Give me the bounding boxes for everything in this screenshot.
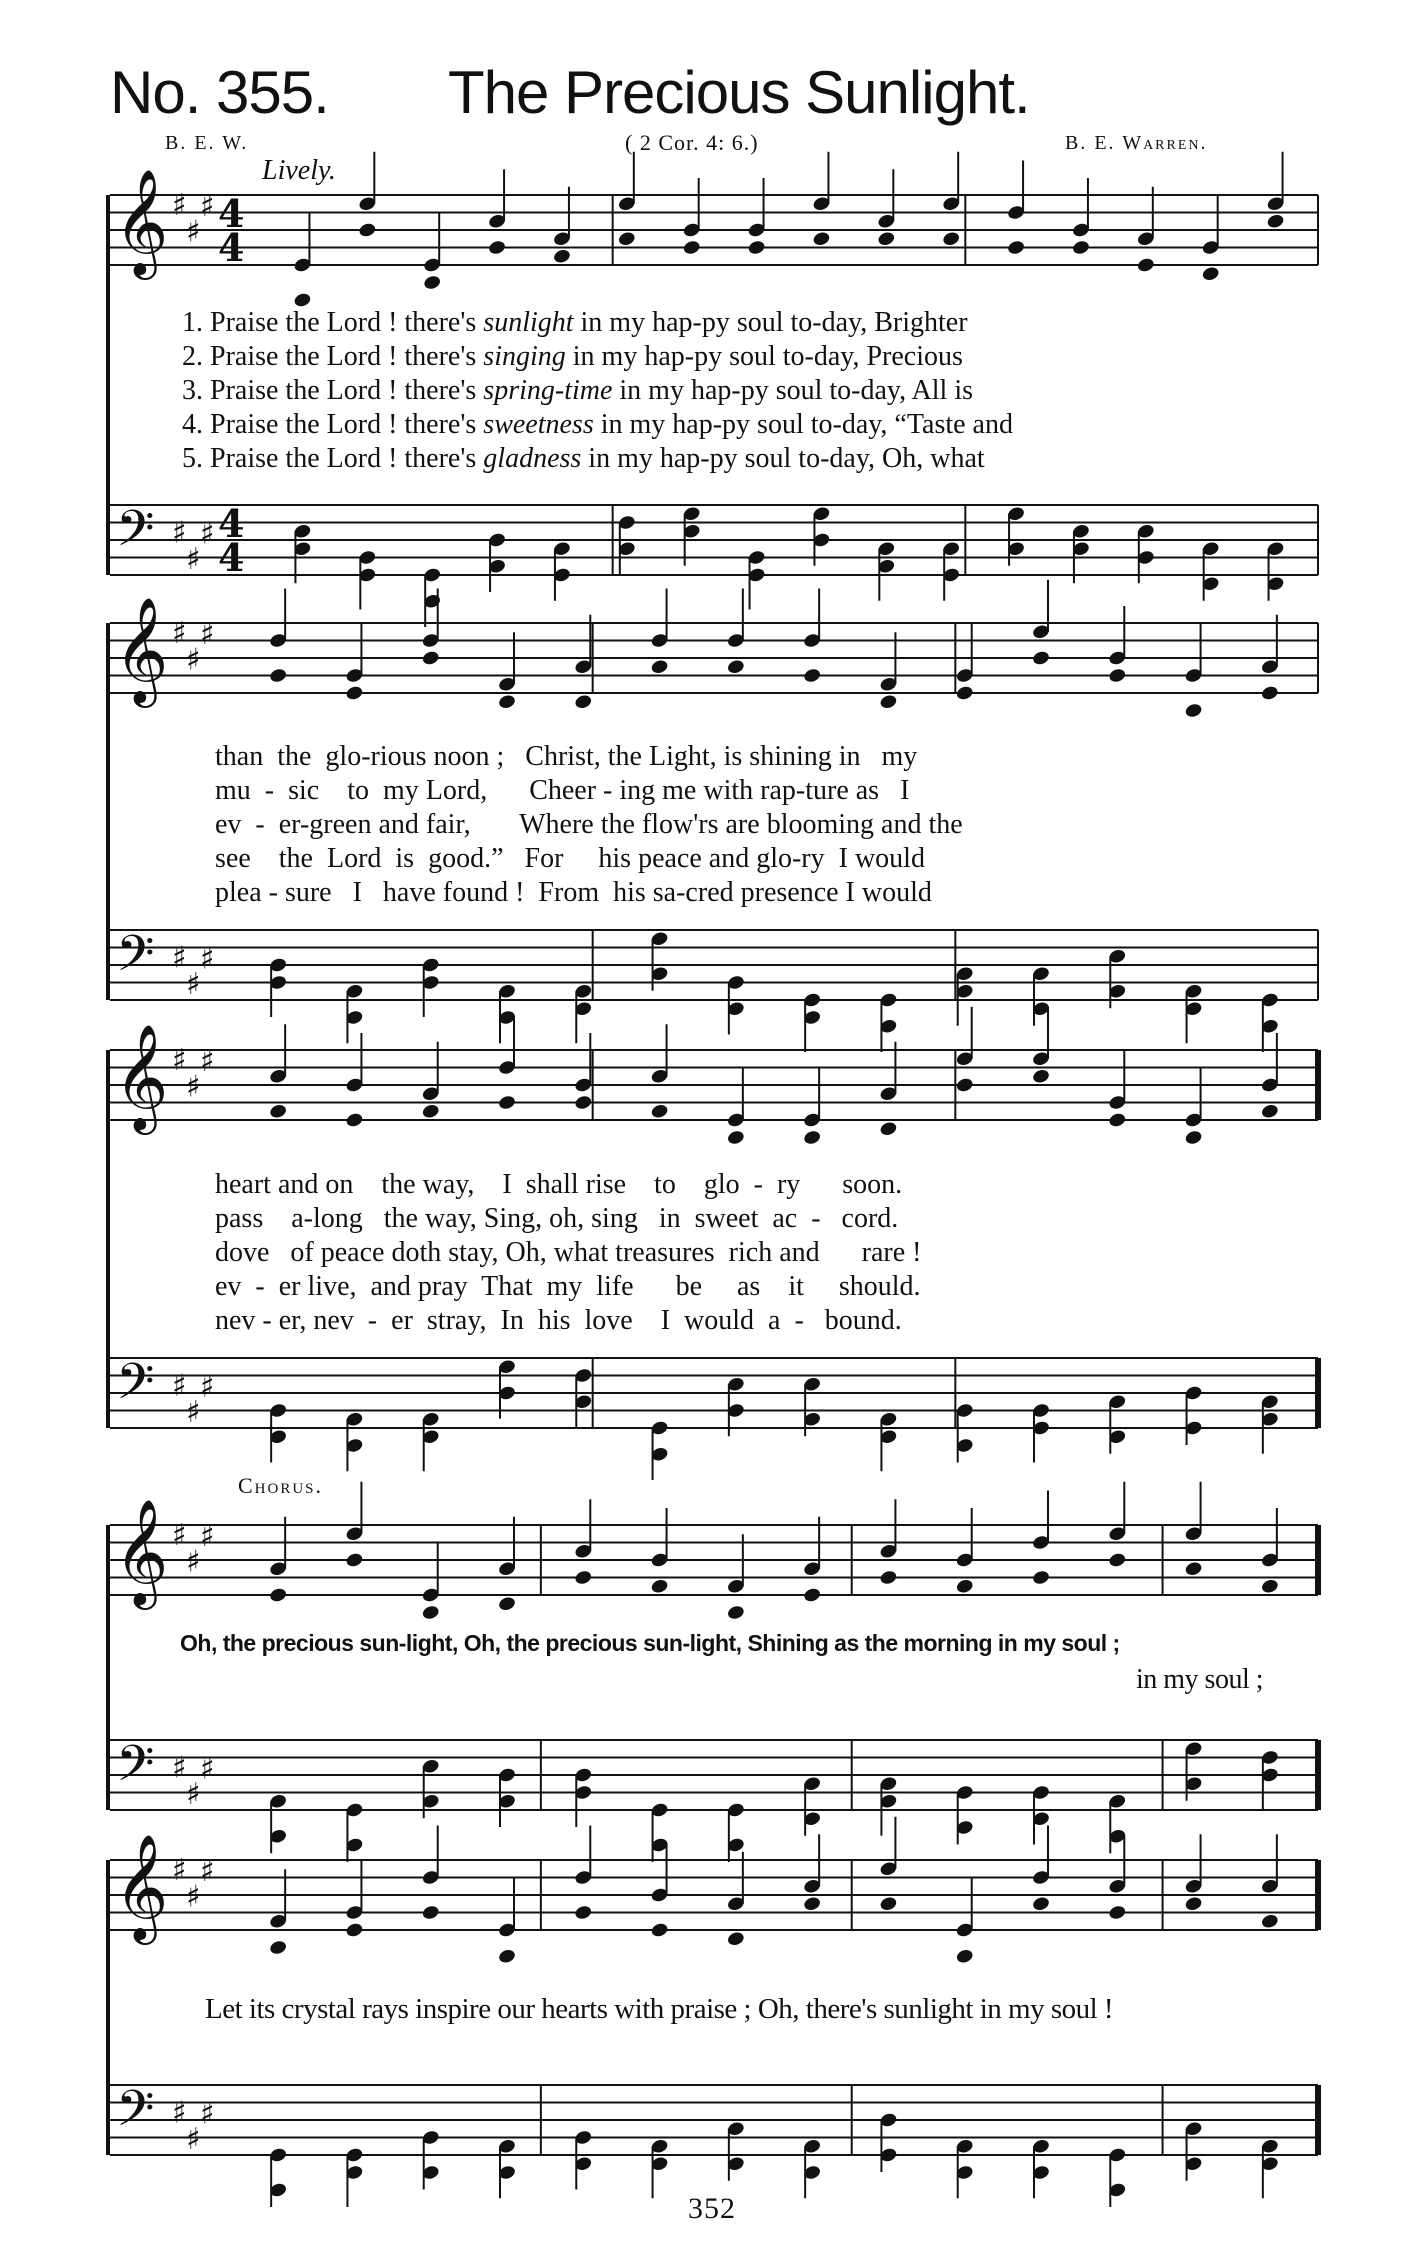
sharp-icon: ♯: [200, 1518, 215, 1554]
notehead: [650, 1578, 669, 1595]
sharp-icon: ♯: [172, 616, 187, 651]
lyricist-credit: B. E. W.: [165, 132, 249, 154]
notehead: [497, 1094, 516, 1111]
time-signature: 4: [218, 535, 245, 580]
notehead: [1031, 1068, 1050, 1085]
sharp-icon: ♯: [200, 1751, 215, 1787]
sharp-icon: ♯: [200, 1369, 215, 1405]
notehead: [803, 1895, 822, 1912]
sharp-icon: ♯: [186, 2121, 201, 2157]
sharp-icon: ♯: [186, 1544, 201, 1580]
sharp-icon: ♯: [172, 188, 187, 223]
notehead: [726, 1930, 745, 1947]
notehead: [1260, 685, 1279, 702]
notehead: [1260, 1103, 1279, 1120]
treble-clef-icon: 𝄞: [114, 1833, 169, 1940]
notehead: [803, 1587, 822, 1604]
notehead: [269, 1939, 288, 1956]
sharp-icon: ♯: [172, 940, 187, 976]
notehead: [497, 1595, 516, 1612]
notehead: [345, 1922, 364, 1939]
sharp-icon: ♯: [172, 515, 187, 551]
verse-lyrics-block-3: [215, 1168, 921, 1338]
notehead: [421, 1103, 440, 1120]
notehead: [1031, 1895, 1050, 1912]
sharp-icon: ♯: [200, 188, 215, 224]
time-signature: 4: [218, 191, 245, 236]
hymn-title: The Precious Sunlight.: [448, 59, 1030, 126]
notehead: [726, 1129, 745, 1146]
notehead: [803, 1129, 822, 1146]
sharp-icon: ♯: [172, 1043, 187, 1078]
verse-line: than the glo-rious noon ; Christ, the Light, is shining in my: [215, 741, 918, 772]
treble-clef-icon: 𝄞: [114, 1023, 169, 1130]
verse-line: plea - sure I have found ! From his sa-cred presence I would: [215, 877, 932, 908]
notehead: [955, 685, 974, 702]
chorus-lyric-echo: in my soul ;: [1136, 1664, 1264, 1695]
notehead: [1184, 1560, 1203, 1577]
notehead: [1260, 1913, 1279, 1930]
verse-line: dove of peace doth stay, Oh, what treasures rich and rare !: [215, 1237, 922, 1268]
chorus-lyric-line-1: Oh, the precious sun-light, Oh, the precious sun-light, Shining as the morning in my soul ;: [180, 1630, 1120, 1656]
verse-line: mu - sic to my Lord, Cheer - ing me with rap-ture as I: [215, 775, 910, 806]
scripture-reference: ( 2 Cor. 4: 6.): [625, 130, 759, 155]
notehead: [879, 693, 898, 710]
notehead: [1108, 1904, 1127, 1921]
sharp-icon: ♯: [200, 1853, 215, 1889]
notehead: [345, 1552, 364, 1569]
notehead: [812, 230, 831, 247]
notehead: [879, 1895, 898, 1912]
notehead: [879, 1569, 898, 1586]
notehead: [358, 222, 377, 239]
notehead: [682, 239, 701, 256]
notehead: [1108, 1552, 1127, 1569]
notehead: [269, 1103, 288, 1120]
sharp-icon: ♯: [186, 214, 201, 250]
verse-line: see the Lord is good.” For his peace and glo-ry I would: [215, 843, 925, 874]
notehead: [423, 274, 442, 291]
verse-line: 4. Praise the Lord ! there's sweetness in my hap-py soul to-day, “Taste and: [182, 409, 1013, 440]
verse-line: pass a-long the way, Sing, oh, sing in sweet ac - cord.: [215, 1203, 899, 1234]
notehead: [879, 1120, 898, 1137]
notehead: [574, 1569, 593, 1586]
notehead: [269, 1587, 288, 1604]
sharp-icon: ♯: [200, 1043, 215, 1079]
notehead: [1071, 239, 1090, 256]
time-signature: 4: [218, 501, 245, 546]
sharp-icon: ♯: [172, 1368, 187, 1404]
notehead: [617, 230, 636, 247]
notehead: [650, 1103, 669, 1120]
notehead: [497, 693, 516, 710]
notehead: [726, 1604, 745, 1621]
chorus-label: Chorus.: [238, 1473, 324, 1498]
bass-clef-icon: 𝄢: [116, 500, 155, 570]
notehead: [421, 1604, 440, 1621]
notehead: [650, 1922, 669, 1939]
notehead: [747, 239, 766, 256]
notehead: [487, 239, 506, 256]
notehead: [1031, 650, 1050, 667]
composer-credit: B. E. Warren.: [1065, 132, 1208, 154]
notehead: [421, 1904, 440, 1921]
hymn-number: No. 355.: [110, 59, 329, 126]
bass-clef-icon: 𝄢: [116, 2080, 155, 2150]
sharp-icon: ♯: [186, 642, 201, 678]
notehead: [803, 667, 822, 684]
verse-lyrics-block-1: [182, 306, 1013, 476]
notehead: [1108, 1112, 1127, 1129]
notehead: [955, 1578, 974, 1595]
sharp-icon: ♯: [186, 1776, 201, 1812]
verse-line: 5. Praise the Lord ! there's gladness in my hap-py soul to-day, Oh, what: [182, 443, 985, 474]
sharp-icon: ♯: [172, 2095, 187, 2131]
notehead: [497, 1948, 516, 1965]
notehead: [942, 230, 961, 247]
bass-clef-icon: 𝄢: [116, 1735, 155, 1805]
sharp-icon: ♯: [172, 1750, 187, 1786]
notehead: [345, 1112, 364, 1129]
notehead: [345, 685, 364, 702]
verse-line: heart and on the way, I shall rise to glo - ry soon.: [215, 1169, 903, 1200]
sharp-icon: ♯: [172, 1518, 187, 1553]
verse-lyrics-block-2: [215, 740, 963, 910]
verse-line: nev - er, nev - er stray, In his love I would a - bound.: [215, 1305, 902, 1336]
sharp-icon: ♯: [186, 1879, 201, 1915]
sharp-icon: ♯: [200, 2096, 215, 2132]
notehead: [955, 1948, 974, 1965]
notehead: [552, 248, 571, 265]
notehead: [726, 658, 745, 675]
notehead: [421, 650, 440, 667]
notehead: [574, 693, 593, 710]
notehead: [1006, 239, 1025, 256]
notehead: [1184, 1129, 1203, 1146]
sharp-icon: ♯: [200, 941, 215, 977]
treble-clef-icon: 𝄞: [114, 596, 169, 703]
sharp-icon: ♯: [186, 1394, 201, 1430]
chorus-lyric-line-2: Let its crystal rays inspire our hearts with praise ; Oh, there's sunlight in my soul !: [205, 1993, 1114, 2025]
notehead: [1184, 702, 1203, 719]
sharp-icon: ♯: [186, 541, 201, 577]
notehead: [1184, 1895, 1203, 1912]
notehead: [1108, 667, 1127, 684]
sharp-icon: ♯: [172, 1853, 187, 1888]
verse-line: ev - er-green and fair, Where the flow'rs are blooming and the: [215, 809, 963, 840]
notehead: [1260, 1578, 1279, 1595]
notehead: [269, 667, 288, 684]
treble-clef-icon: 𝄞: [114, 168, 169, 275]
page-number: 352: [688, 2192, 736, 2225]
verse-line: 2. Praise the Lord ! there's singing in my hap-py soul to-day, Precious: [182, 341, 963, 372]
treble-clef-icon: 𝄞: [114, 1498, 169, 1605]
bass-clef-icon: 𝄢: [116, 925, 155, 995]
verse-line: ev - er live, and pray That my life be as it should.: [215, 1271, 921, 1302]
notehead: [1136, 257, 1155, 274]
time-signature: 4: [218, 225, 245, 270]
sharp-icon: ♯: [200, 516, 215, 552]
notehead: [1266, 213, 1285, 230]
notehead: [1031, 1569, 1050, 1586]
verse-line: 3. Praise the Lord ! there's spring-time in my hap-py soul to-day, All is: [182, 375, 974, 406]
sharp-icon: ♯: [186, 966, 201, 1002]
notehead: [955, 1077, 974, 1094]
sharp-icon: ♯: [186, 1069, 201, 1105]
tempo-marking: Lively.: [262, 155, 336, 186]
sharp-icon: ♯: [200, 616, 215, 652]
notehead: [650, 658, 669, 675]
notehead: [1201, 265, 1220, 282]
notehead: [574, 1094, 593, 1111]
notehead: [574, 1904, 593, 1921]
verse-line: 1. Praise the Lord ! there's sunlight in my hap-py soul to-day, Brighter: [182, 307, 968, 338]
notehead: [877, 230, 896, 247]
bass-clef-icon: 𝄢: [116, 1353, 155, 1423]
